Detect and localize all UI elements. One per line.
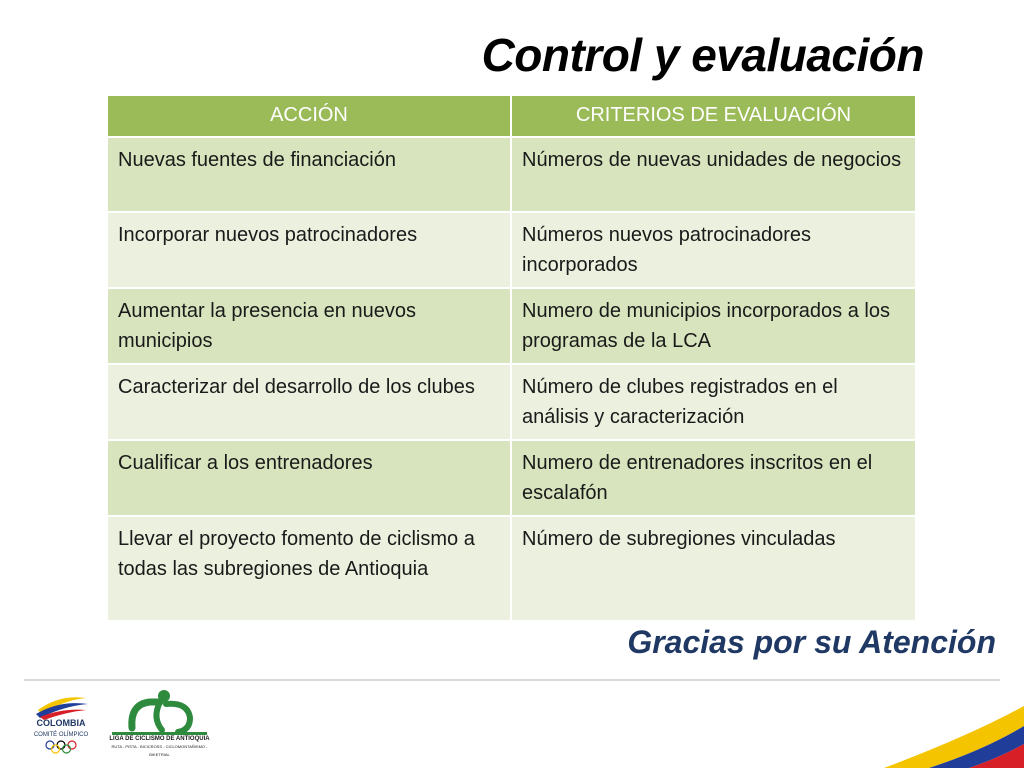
table-row — [107, 212, 916, 288]
cycling-league-logo — [102, 688, 217, 758]
criteria-cell: Numero de municipios incorporados a los programas de la LCA — [511, 288, 916, 364]
colombian-olympic-committee-logo — [30, 690, 92, 756]
olympic-committee-text: COMITÉ OLÍMPICO — [33, 732, 89, 738]
criteria-cell: Número de subregiones vinculadas — [511, 516, 916, 621]
colombia-flag-ribbon-icon — [874, 668, 1024, 768]
table-row — [107, 440, 916, 516]
action-cell: Aumentar la presencia en nuevos municipios — [107, 288, 511, 364]
criteria-cell: Números nuevos patrocinadores incorporados — [511, 212, 916, 288]
action-cell: Llevar el proyecto fomento de ciclismo a todas las subregiones de Antioquia — [107, 516, 511, 621]
footer-divider — [24, 679, 1000, 681]
table-row — [107, 364, 916, 440]
evaluation-table — [106, 94, 917, 622]
league-disciplines-text: RUTA - PISTA - BICICROSS - CICLOMONTAÑISMO - BIKETRIAL — [111, 744, 208, 757]
olympic-country-text: COLOMBIA — [36, 718, 86, 728]
cyclist-icon — [102, 688, 217, 736]
criteria-cell: Numero de entrenadores inscritos en el escalafón — [511, 440, 916, 516]
criteria-cell: Números de nuevas unidades de negocios — [511, 137, 916, 212]
league-name-text: LIGA DE CICLISMO DE ANTIOQUIA — [109, 736, 210, 742]
table-header-row — [107, 95, 916, 137]
closing-message: Gracias por su Atención — [627, 624, 996, 660]
action-cell: Incorporar nuevos patrocinadores — [107, 212, 511, 288]
action-cell: Nuevas fuentes de financiación — [107, 137, 511, 212]
slide-title: Control y evaluación — [481, 29, 924, 81]
criteria-cell: Número de clubes registrados en el análisis y caracterización — [511, 364, 916, 440]
header-criterios: CRITERIOS DE EVALUACIÓN — [511, 95, 916, 137]
table-row — [107, 288, 916, 364]
action-cell: Caracterizar del desarrollo de los clubes — [107, 364, 511, 440]
action-cell: Cualificar a los entrenadores — [107, 440, 511, 516]
header-accion: ACCIÓN — [107, 95, 511, 137]
table-row — [107, 137, 916, 212]
olympic-rings-icon — [44, 740, 78, 754]
table-row — [107, 516, 916, 621]
olympic-swoosh-icon — [30, 690, 92, 720]
